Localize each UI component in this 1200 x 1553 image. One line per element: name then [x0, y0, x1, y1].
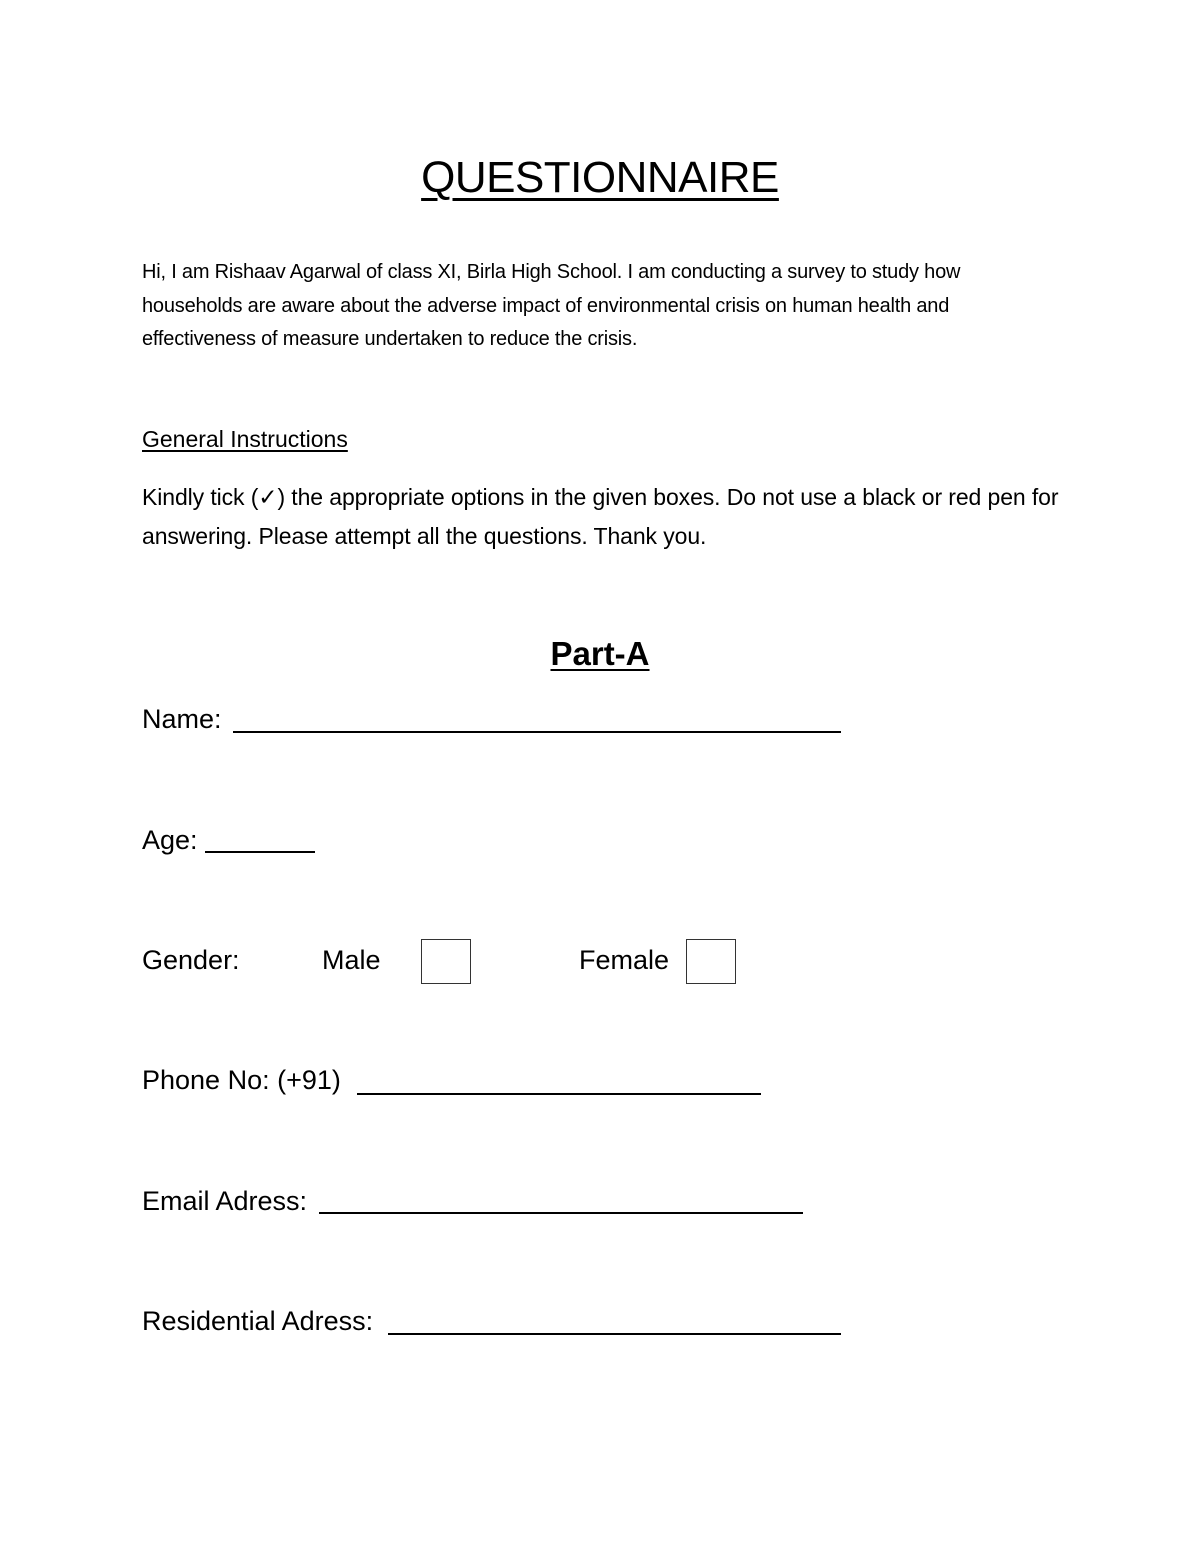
phone-field-row: [142, 1058, 341, 1102]
phone-field[interactable]: [357, 1093, 761, 1095]
email-label: Email Adress:: [142, 1186, 308, 1216]
age-label: Age:: [142, 825, 198, 855]
phone-label: Phone No: (+91): [142, 1065, 341, 1095]
age-field-row: [142, 818, 198, 862]
instructions-heading: General Instructions: [142, 426, 348, 452]
address-label: Residential Adress:: [142, 1306, 374, 1336]
gender-option-female-label: Female: [579, 945, 670, 975]
name-field[interactable]: [233, 731, 841, 733]
part-heading: [0, 632, 1200, 676]
instructions-paragraph: Kindly tick (✓) the appropriate options in the given boxes. Do not use a black or red pen for answering. Please attempt all the questions. Thank you.: [142, 484, 1059, 549]
page-title: [0, 150, 1200, 206]
gender-field-row: [142, 938, 240, 982]
address-field[interactable]: [388, 1333, 841, 1335]
intro-paragraph: Hi, I am Rishaav Agarwal of class XI, Birla High School. I am conducting a survey to study how households are aware about the adverse impact of environmental crisis on human health and effectiveness of measure undertaken to reduce the crisis.: [142, 261, 961, 350]
name-field-row: [142, 697, 222, 741]
part-heading-text: Part-A: [550, 635, 650, 672]
gender-option-male-label: Male: [322, 945, 381, 975]
gender-label: Gender:: [142, 945, 240, 975]
age-field[interactable]: [205, 851, 315, 853]
email-field[interactable]: [319, 1212, 803, 1214]
page-title-text: QUESTIONNAIRE: [421, 153, 779, 202]
female-checkbox[interactable]: [686, 939, 736, 984]
email-field-row: [142, 1179, 307, 1223]
name-label: Name:: [142, 704, 222, 734]
male-checkbox[interactable]: [421, 939, 471, 984]
address-field-row: [142, 1299, 373, 1343]
